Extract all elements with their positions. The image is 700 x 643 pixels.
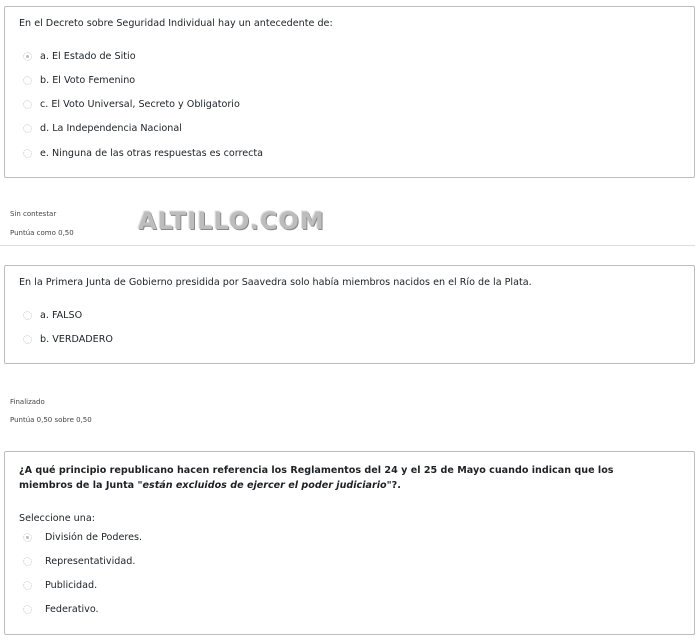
question-text-part2: ?. bbox=[391, 480, 401, 491]
option-federativo[interactable] bbox=[23, 602, 99, 616]
radio-icon[interactable] bbox=[23, 76, 32, 85]
question-text: En el Decreto sobre Seguridad Individual hay un antecedente de: bbox=[19, 18, 333, 29]
question-quote: "están excluidos de ejercer el poder judiciario" bbox=[137, 480, 392, 491]
radio-icon[interactable] bbox=[23, 124, 32, 133]
divider bbox=[0, 245, 695, 246]
option-label: c. El Voto Universal, Secreto y Obligatorio bbox=[40, 98, 240, 110]
radio-checked-icon[interactable] bbox=[23, 533, 32, 542]
option-label: d. La Independencia Nacional bbox=[40, 122, 182, 134]
option-a[interactable] bbox=[23, 308, 82, 322]
question-status: Finalizado bbox=[10, 398, 45, 406]
option-label: e. Ninguna de las otras respuestas es correcta bbox=[40, 147, 264, 159]
radio-icon[interactable] bbox=[23, 557, 32, 566]
question-grade: Puntúa 0,50 sobre 0,50 bbox=[10, 416, 92, 424]
option-label: a. El Estado de Sitio bbox=[40, 50, 136, 62]
watermark-logo: ALTILLO.COM bbox=[138, 207, 325, 235]
option-e[interactable] bbox=[23, 146, 263, 160]
select-one-prompt: Seleccione una: bbox=[19, 513, 95, 524]
option-a[interactable] bbox=[23, 49, 136, 63]
radio-icon[interactable] bbox=[23, 311, 32, 320]
option-c[interactable] bbox=[23, 97, 240, 111]
option-label: b. VERDADERO bbox=[40, 333, 113, 345]
option-label: a. FALSO bbox=[40, 309, 83, 321]
option-label: b. El Voto Femenino bbox=[40, 74, 136, 86]
radio-icon[interactable] bbox=[23, 581, 32, 590]
option-b[interactable] bbox=[23, 332, 113, 346]
option-d[interactable] bbox=[23, 121, 182, 135]
option-division-de-poderes[interactable] bbox=[23, 530, 142, 544]
question-card-1 bbox=[4, 6, 695, 178]
question-card-3 bbox=[4, 451, 695, 635]
question-text-part1: ¿A qué principio republicano hacen referencia los Reglamentos del 24 y el 25 de Mayo cuando indican que los miembros de la Junta bbox=[19, 465, 614, 491]
radio-icon[interactable] bbox=[23, 100, 32, 109]
question-status: Sin contestar bbox=[10, 210, 57, 218]
radio-icon[interactable] bbox=[23, 605, 32, 614]
question-text: En la Primera Junta de Gobierno presidida por Saavedra solo había miembros nacidos en el Río de la Plata. bbox=[19, 277, 532, 288]
radio-icon[interactable] bbox=[23, 335, 32, 344]
option-label: División de Poderes. bbox=[45, 531, 143, 543]
option-publicidad[interactable] bbox=[23, 578, 97, 592]
question-grade: Puntúa como 0,50 bbox=[10, 229, 74, 237]
radio-checked-icon[interactable] bbox=[23, 52, 32, 61]
option-representatividad[interactable] bbox=[23, 554, 135, 568]
option-label: Federativo. bbox=[45, 603, 99, 615]
option-label: Representatividad. bbox=[45, 555, 136, 567]
question-card-2 bbox=[4, 265, 695, 364]
option-label: Publicidad. bbox=[45, 579, 98, 591]
radio-icon[interactable] bbox=[23, 149, 32, 158]
question-text bbox=[19, 463, 669, 493]
option-b[interactable] bbox=[23, 73, 135, 87]
